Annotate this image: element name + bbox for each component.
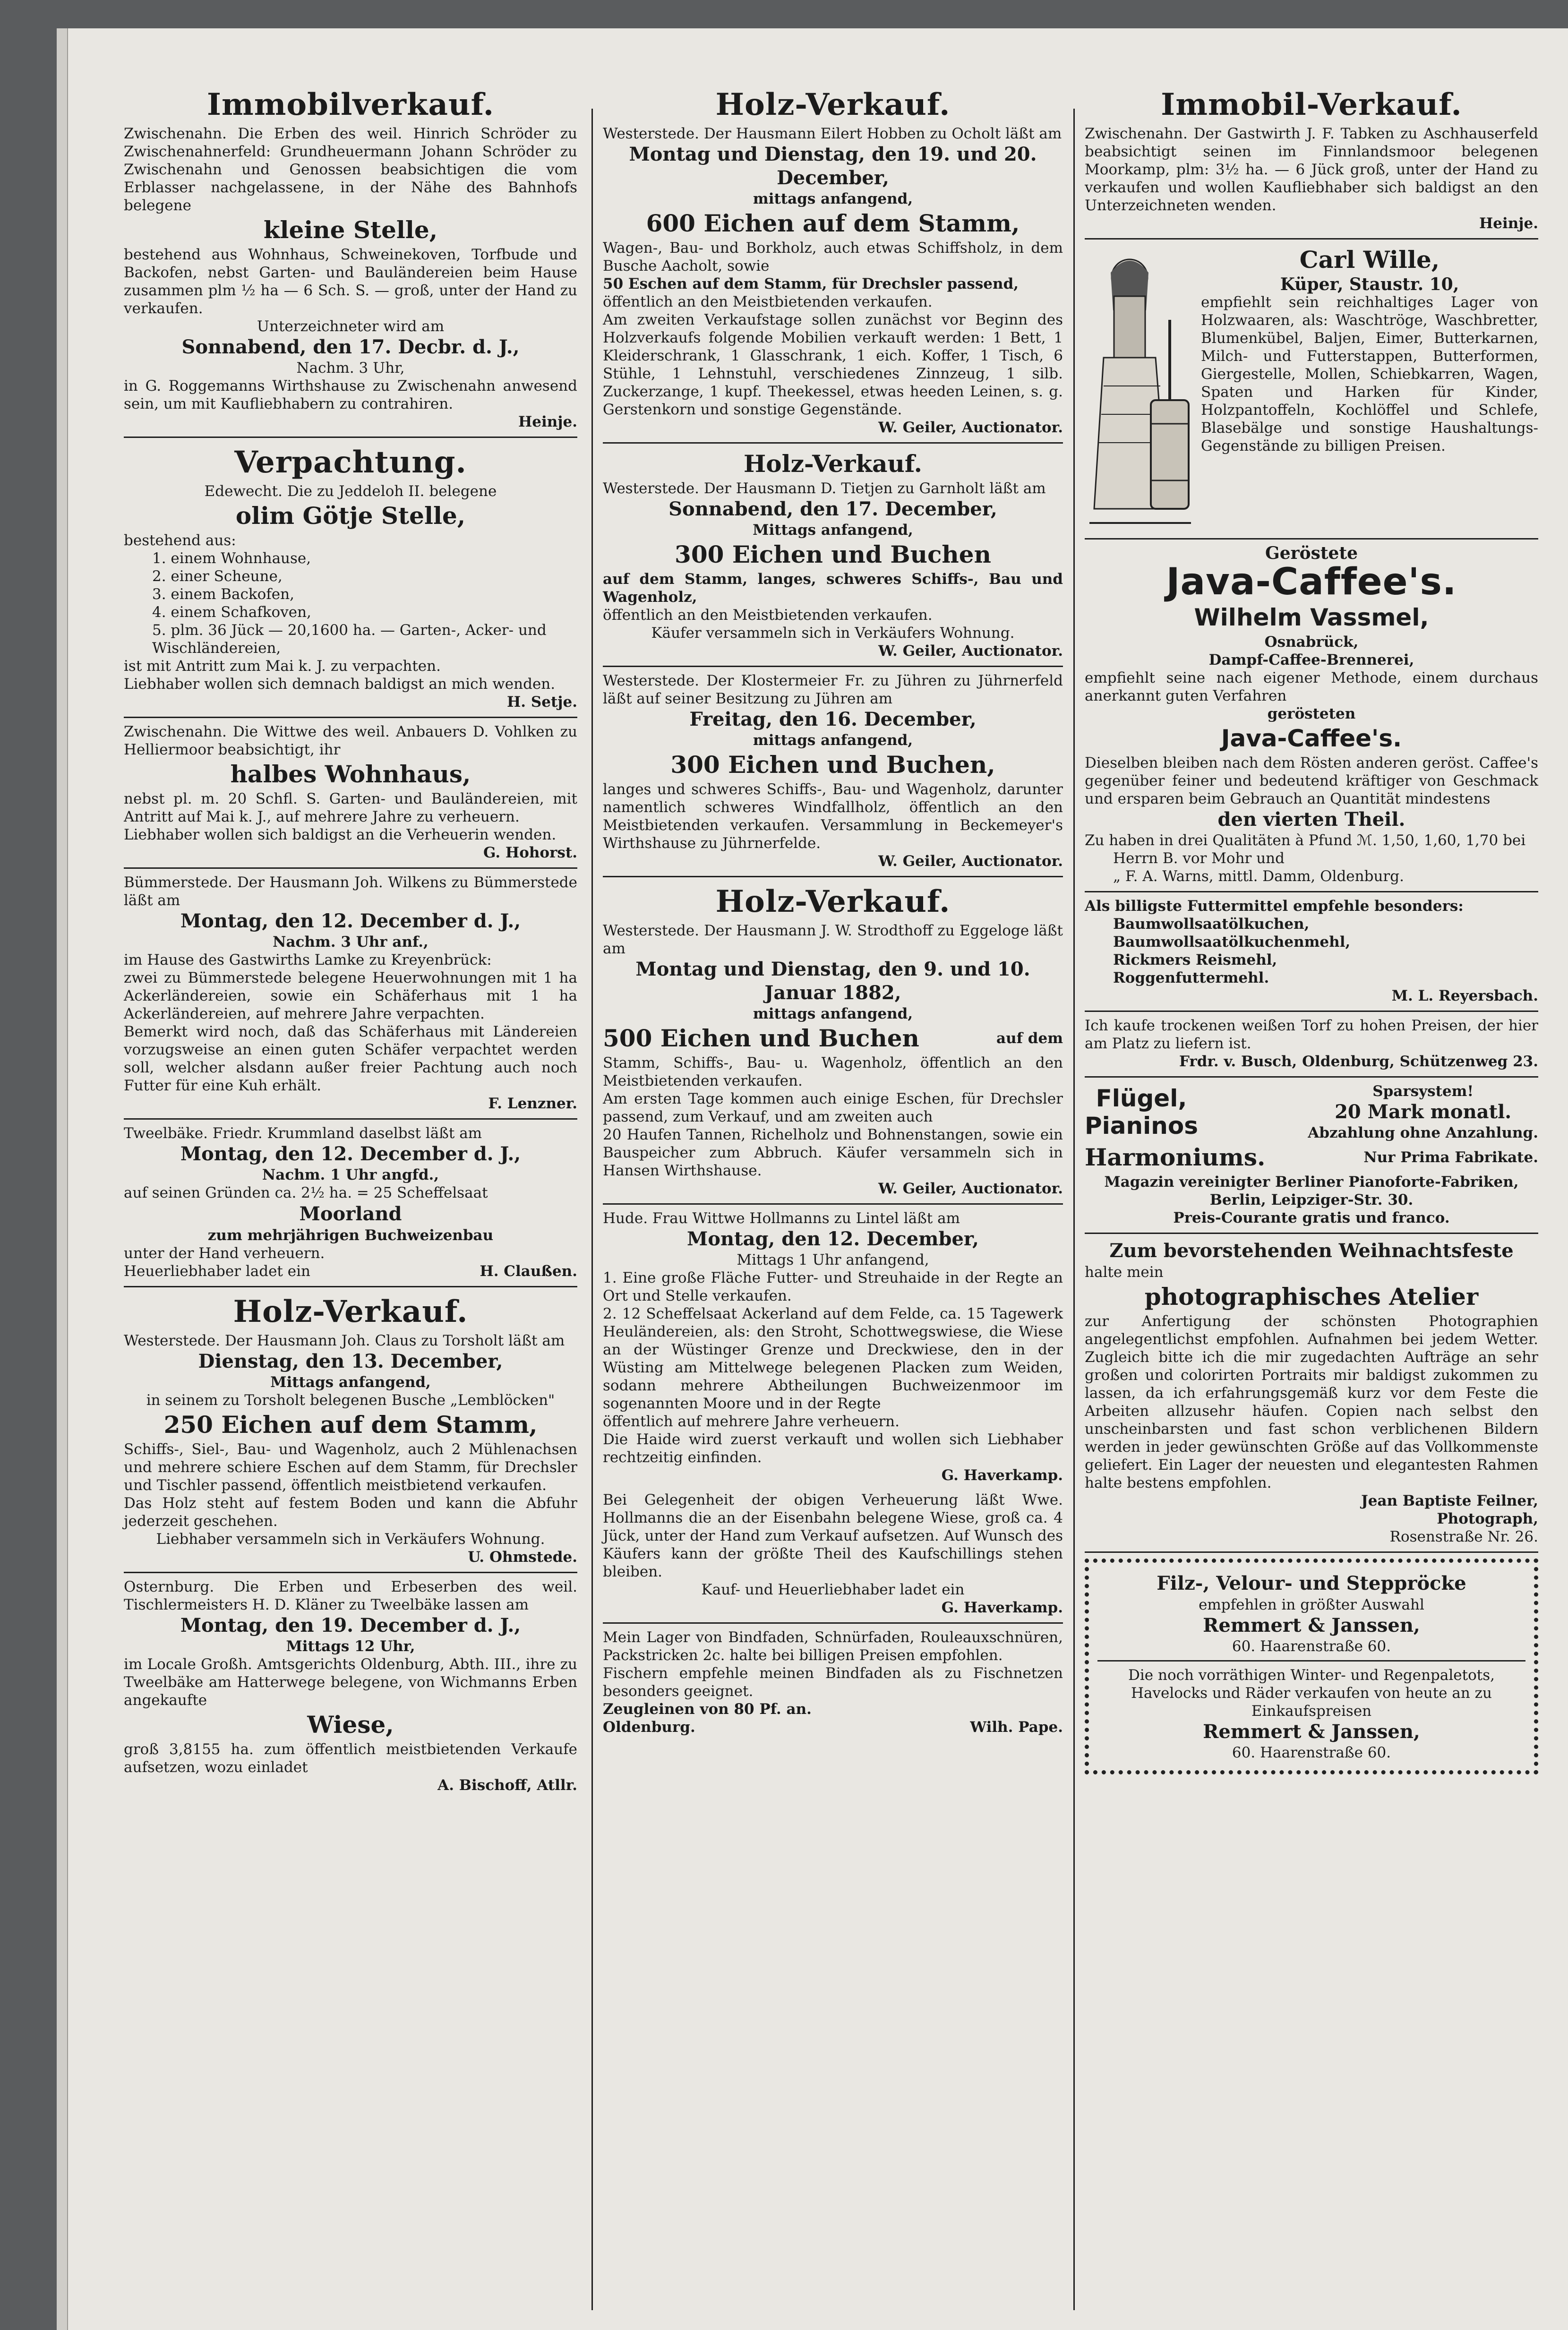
ad-holz-verkauf-tietjen: [603, 444, 1063, 667]
ad-signature: G. Haverkamp.: [941, 1599, 1063, 1616]
ad-headline: 300 Eichen und Buchen,: [670, 751, 995, 779]
ad-text: Bemerkt wird noch, daß das Schäferhaus mit Ländereien vorzugsweise an einen guten Schäfer verpachtet werden soll, welcher alsdann außer freier Pachtung auch noch Futter für eine Kuh erhält.: [124, 1023, 577, 1094]
ad-date: Montag, den 12. December,: [687, 1228, 979, 1250]
ad-time: mittags anfangend,: [753, 1005, 913, 1022]
ad-headline: photographisches Atelier: [1144, 1283, 1479, 1311]
ad-text: Schiffs-, Siel-, Bau- und Wagenholz, auch 2 Mühlenachsen und mehrere schiere Eschen auf dem Stamm, für Drechsler und Tischler passend, öffentlich meistbietend verkaufen.: [124, 1441, 577, 1494]
ad-time: Nachm. 3 Uhr anf.,: [273, 934, 428, 951]
ad-text: empfiehlt sein reichhaltiges Lager von Holzwaaren, als: Waschtröge, Waschbretter, Blumenkübel, Baljen, Eimer, Butterkarnen, Milch- und Futterstappen, Butterformen, Giergestelle, Mollen, Schiebkarren, Wagen, Spaten und Harken für Kinder, Holzpantoffeln, Kochlöffel und Schlefe, Blasebälge und sonstige Haushaltungs-Gegenstände zu billigen Preisen.: [1201, 294, 1538, 454]
ad-text: Käufer versammeln sich in Verkäufers Wohnung.: [651, 625, 1015, 642]
ad-text: 20 Haufen Tannen, Richelholz und Bohnenstangen, sowie ein Bauspeicher zum Abbruch. Käufer versammeln sich in Hansen Wirthshause.: [603, 1126, 1063, 1179]
ad-title: Immobil-Verkauf.: [1161, 87, 1462, 122]
ad-text: in G. Roggemanns Wirthshause zu Zwischenahn anwesend sein, um mit Kaufliebhabern zu contrahiren.: [124, 377, 577, 412]
ad-text: Zwischenahn. Die Erben des weil. Hinrich Schröder zu Zwischenahnerfeld: Grundheuermann Johann Schröder zu Zwischenahn und Genossen beabsichtigen die vom Erblasser nachgelassene, in der Nähe des Bahnhofs belegene: [124, 125, 577, 214]
ad-subhead: gerösteten: [1267, 705, 1356, 722]
ad-text: Sparsystem!: [1372, 1083, 1474, 1100]
ad-headline: Filz-, Velour- und Steppröcke: [1157, 1572, 1466, 1594]
ad-company: Wilhelm Vassmel,: [1194, 604, 1429, 631]
ad-text: Bei Gelegenheit der obigen Verheuerung läßt Wwe. Hollmanns die an der Eisenbahn belegene Wiese, groß ca. 4 Jück, unter der Hand zum Verkauf aufsetzen. Auf Wunsch des Käufers kann der größte Theil des Kaufschillings stehen bleiben.: [603, 1491, 1063, 1580]
ad-text: bestehend aus:: [124, 532, 236, 549]
ad-text: langes und schweres Schiffs-, Bau- und Wagenholz, darunter namentlich schweres Windfallholz, öffentlich an den Meistbietenden verkaufen. Versammlung in Beckemeyer's Wirthshause zu Jührnerfelde.: [603, 781, 1063, 852]
ad-text: öffentlich an den Meistbietenden verkaufen.: [603, 293, 933, 310]
ad-company: Remmert & Janssen,: [1203, 1614, 1420, 1636]
ad-headline: Flügel,: [1096, 1085, 1187, 1112]
ad-date: Montag, den 12. December d. J.,: [180, 910, 521, 932]
ad-time: Mittags 12 Uhr,: [286, 1638, 415, 1655]
ad-time: Nachm. 1 Uhr angfd.,: [262, 1166, 439, 1183]
list-item: 2. einer Scheune,: [152, 568, 283, 585]
ad-pape: [603, 1624, 1063, 1742]
ad-text: Osternburg. Die Erben und Erbeserben des weil. Tischlermeisters H. D. Kläner zu Tweelbäke lassen am: [124, 1578, 577, 1613]
ad-signature: W. Geiler, Auctionator.: [878, 853, 1063, 870]
ad-text: ist mit Antritt zum Mai k. J. zu verpachten.: [124, 658, 441, 675]
ad-text: Westerstede. Der Hausmann J. W. Strodthoff zu Eggeloge läßt am: [603, 922, 1063, 957]
ad-date: Montag, den 19. December d. J.,: [180, 1614, 521, 1636]
ad-text: Die noch vorräthigen Winter- und Regenpaletots, Havelocks und Räder verkaufen von heute an zu Einkaufspreisen: [1128, 1667, 1495, 1720]
ad-text: Mein Lager von Bindfaden, Schnürfaden, Rouleauxschnüren, Packstricken 2c. halte bei billigen Preisen empfohlen.: [603, 1629, 1063, 1664]
ad-text: auf dem Stamm, langes, schweres Schiffs-, Bau und Wagenholz,: [603, 571, 1063, 606]
ad-signature: Frdr. v. Busch, Oldenburg, Schützenweg 23.: [1179, 1053, 1538, 1070]
ad-headline: 250 Eichen auf dem Stamm,: [163, 1411, 538, 1439]
ad-address: 60. Haarenstraße 60.: [1232, 1638, 1391, 1655]
ad-text: Am zweiten Verkaufstage sollen zunächst vor Beginn des Holzverkaufs folgende Mobilien verkauft werden: 1 Bett, 1 Kleiderschrank, 1 Glasschrank, 1 eich. Koffer, 1 Tisch, 6 Stühle, 1 Lehnstuhl, verschiedenes Zinnzeug, 1 silb. Zuckerzange, 1 kupf. Theekessel, etwas heeden Leinen, s. g. Gerstenkorn und sonstige Gegenstände.: [603, 311, 1063, 418]
list-item: 5. plm. 36 Jück — 20,1600 ha. — Garten-, Acker- und Wischländereien,: [152, 622, 547, 657]
ad-signature: W. Geiler, Auctionator.: [878, 1180, 1063, 1197]
ad-time: Nachm. 3 Uhr,: [296, 360, 405, 377]
ad-address: 60. Haarenstraße 60.: [1232, 1744, 1391, 1761]
ad-juehren: [603, 667, 1063, 877]
ad-text: Edewecht. Die zu Jeddeloh II. belegene: [204, 483, 497, 500]
ad-text: im Locale Großh. Amtsgerichts Oldenburg, Abth. III., ihre zu Tweelbäke am Hatterwege belegene, von Wichmanns Erben angekaufte: [124, 1656, 577, 1709]
ad-text: Zeugleinen von 80 Pf. an.: [603, 1701, 812, 1718]
ad-date: Montag, den 12. December d. J.,: [180, 1143, 521, 1165]
ad-title: Holz-Verkauf.: [715, 884, 951, 919]
ad-time: mittags anfangend,: [753, 190, 913, 207]
ad-dealer: „ F. A. Warns, mittl. Damm, Oldenburg.: [1113, 868, 1404, 885]
list-item: Roggenfuttermehl.: [1113, 969, 1269, 986]
ad-torf: [1085, 1012, 1538, 1078]
ad-headline: Pianinos: [1085, 1112, 1198, 1139]
ad-headline-suffix: auf dem: [996, 1030, 1063, 1047]
ad-title: Java-Caffee's.: [1166, 561, 1457, 603]
ad-text: 50 Eschen auf dem Stamm, für Drechsler passend,: [603, 275, 1019, 292]
ad-headline: halbes Wohnhaus,: [230, 760, 471, 788]
ad-text: Liebhaber wollen sich demnach baldigst an mich wenden.: [124, 676, 556, 693]
ad-date: Montag und Dienstag, den 9. und 10. Januar 1882,: [635, 958, 1030, 1004]
ad-holz-verkauf-claus: [124, 1287, 577, 1573]
ad-headline: 300 Eichen und Buchen: [675, 540, 991, 568]
ad-text: Dieselben bleiben nach dem Rösten anderen geröst. Caffee's gegenüber feiner und bedeutend kräftiger von Geschmack und ersparen beim Gebrauch an Quantität mindestens: [1085, 754, 1538, 807]
ad-text: Als billigste Futtermittel empfehle besonders:: [1085, 898, 1464, 915]
ad-date: Sonnabend, den 17. December,: [668, 498, 997, 520]
list-item: Rickmers Reismehl,: [1113, 951, 1277, 968]
ad-signature: H. Setje.: [506, 694, 577, 711]
ad-signature: U. Ohmstede.: [468, 1549, 577, 1566]
ad-immobilverkauf: [124, 80, 577, 438]
ad-verpachtung: [124, 438, 577, 718]
ad-text: öffentlich auf mehrere Jahre verheuern.: [603, 1413, 900, 1430]
ad-text: Heuerliebhaber ladet ein: [124, 1263, 310, 1280]
ad-title: Verpachtung.: [234, 445, 467, 480]
ad-text: bestehend aus Wohnhaus, Schweinekoven, Torfbude und Backofen, nebst Garten- und Bauländereien beim Hause zusammen plm ½ ha — 6 Sch. S. — groß, unter der Hand zu verkaufen.: [124, 246, 577, 317]
ad-text: Westerstede. Der Hausmann Joh. Claus zu Torsholt läßt am: [124, 1332, 565, 1349]
ad-text: empfiehlt seine nach eigener Methode, einem durchaus anerkannt guten Verfahren: [1085, 669, 1538, 704]
ad-text: groß 3,8155 ha. zum öffentlich meistbietenden Verkaufe aufsetzen, wozu einladet: [124, 1741, 577, 1776]
ad-hude: [603, 1205, 1063, 1624]
ad-headline: 20 Mark monatl.: [1335, 1101, 1512, 1123]
ad-signature: G. Haverkamp.: [941, 1467, 1063, 1484]
ad-headline: Java-Caffee's.: [1221, 725, 1402, 752]
ad-address: Rosenstraße Nr. 26.: [1389, 1528, 1538, 1545]
ad-text: Preis-Courante gratis und franco.: [1173, 1209, 1450, 1226]
ad-text: Liebhaber versammeln sich in Verkäufers Wohnung.: [156, 1531, 545, 1548]
ad-text: Bümmerstede. Der Hausmann Joh. Wilkens zu Bümmerstede läßt am: [124, 874, 577, 909]
ad-text: Westerstede. Der Hausmann Eilert Hobben zu Ocholt läßt am: [603, 125, 1062, 142]
ad-signature: M. L. Reyersbach.: [1391, 987, 1538, 1004]
ad-text: auf seinen Gründen ca. 2½ ha. = 25 Scheffelsaat: [124, 1184, 488, 1201]
ad-headline: 600 Eichen auf dem Stamm,: [646, 209, 1020, 237]
ad-address: Küper, Staustr. 10,: [1280, 274, 1459, 294]
ad-text: Magazin vereinigter Berliner Pianoforte-Fabriken,: [1104, 1174, 1519, 1191]
ad-headline: Moorland: [299, 1203, 402, 1225]
ad-time: Mittags anfangend,: [753, 522, 913, 539]
ad-signature: Heinje.: [1479, 215, 1538, 232]
ad-text: Am ersten Tage kommen auch einige Eschen, für Drechsler passend, zum Verkauf, und am zweiten auch: [603, 1090, 1063, 1125]
column-left: [124, 80, 577, 1800]
ad-text: Berlin, Leipziger-Str. 30.: [1209, 1191, 1414, 1208]
page-edge: [57, 28, 68, 2330]
list-item: 1. Eine große Fläche Futter- und Streuhaide in der Regte an Ort und Stelle verkaufen.: [603, 1269, 1063, 1304]
ad-signature: A. Bischoff, Atllr.: [437, 1777, 577, 1794]
ad-immobil-verkauf: [1085, 80, 1538, 240]
ad-title: Holz-Verkauf.: [715, 87, 951, 122]
ad-text: in seinem zu Torsholt belegenen Busche „Lemblöcken": [146, 1392, 555, 1409]
list-item: Baumwollsaatölkuchen,: [1113, 916, 1310, 933]
ad-text: Das Holz steht auf festem Boden und kann die Abfuhr jederzeit geschehen.: [124, 1495, 577, 1530]
ad-title: Holz-Verkauf.: [744, 450, 922, 478]
ad-place: Oldenburg.: [603, 1719, 695, 1736]
column-rule: [1073, 109, 1075, 2310]
list-item: 4. einem Schafkoven,: [152, 604, 311, 621]
ad-wohnhaus: [124, 718, 577, 869]
ad-text: Kauf- und Heuerliebhaber ladet ein: [701, 1581, 965, 1598]
ad-title: Zum bevorstehenden Weihnachtsfeste: [1109, 1240, 1514, 1262]
woman-with-butter-churn-icon: [1085, 244, 1193, 532]
ad-java-caffee: [1085, 540, 1538, 892]
ad-signature: Jean Baptiste Feilner,: [1361, 1492, 1538, 1509]
ad-text: empfehlen in größter Auswahl: [1199, 1596, 1424, 1613]
ad-date: Dienstag, den 13. December,: [198, 1350, 503, 1372]
ad-text: Unterzeichneter wird am: [257, 318, 445, 335]
ad-subhead: Dampf-Caffee-Brennerei,: [1208, 651, 1414, 668]
ad-time: Mittags anfangend,: [270, 1374, 431, 1391]
ad-text: Zwischenahn. Der Gastwirth J. F. Tabken zu Aschhauserfeld beabsichtigt seinen im Finnlandsmoor belegenen Moorkamp, plm: 3½ ha. — 6 Jück groß, unter der Hand zu verkaufen und wollen Kaufliebhaber sich baldigst an den Unterzeichneten wenden.: [1085, 125, 1538, 214]
ad-holz-verkauf-strodthoff: [603, 877, 1063, 1205]
ad-headline: olim Götje Stelle,: [235, 502, 466, 530]
ad-text: Ich kaufe trockenen weißen Torf zu hohen Preisen, der hier am Platz zu liefern ist.: [1085, 1017, 1538, 1052]
ad-pianos: [1085, 1078, 1538, 1234]
ad-photograph: [1085, 1234, 1538, 1553]
ad-text: im Hause des Gastwirths Lamke zu Kreyenbrück:: [124, 951, 492, 968]
ad-time: Mittags 1 Uhr anfangend,: [737, 1251, 929, 1268]
ad-text: Zu haben in drei Qualitäten à Pfund ℳ. 1,50, 1,60, 1,70 bei: [1085, 832, 1526, 849]
ad-text: Westerstede. Der Klostermeier Fr. zu Jühren zu Jührnerfeld läßt auf seiner Besitzung zu Jühren am: [603, 672, 1063, 707]
ad-text: Westerstede. Der Hausmann D. Tietjen zu Garnholt läßt am: [603, 480, 1046, 497]
ad-text: unter der Hand verheuern.: [124, 1245, 325, 1262]
ad-buemmerstede: [124, 869, 577, 1120]
list-item: Baumwollsaatölkuchenmehl,: [1113, 934, 1351, 951]
ad-signature: F. Lenzner.: [488, 1095, 577, 1112]
ad-headline: 500 Eichen und Buchen: [603, 1024, 919, 1052]
ad-subhead: zum mehrjährigen Buchweizenbau: [207, 1227, 494, 1244]
ad-signature: G. Hohorst.: [483, 844, 577, 861]
ad-headline: Harmoniums.: [1085, 1143, 1266, 1171]
ad-time: mittags anfangend,: [753, 732, 913, 749]
ad-signature: Wilh. Pape.: [970, 1719, 1063, 1736]
ad-place: Osnabrück,: [1264, 634, 1359, 651]
ad-text: zur Anfertigung der schönsten Photographien angelegentlichst empfohlen. Aufnahmen bei jedem Wetter. Zugleich bitte ich die mir zugedachten Aufträge an sehr großen und colorirten Portraits mir baldigst zukommen zu lassen, da ich erfahrungsgemäß kurz vor dem Feste die Arbeiten allzusehr häufen. Copien nach selbst den unscheinbarsten und fast schon verblichenen Bildern werden in jeder gewünschten Größe auf das Vollkommenste geliefert. Ein Lager der neuesten und elegantesten Rahmen halte bestens empfohlen.: [1085, 1313, 1538, 1491]
ad-text: Tweelbäke. Friedr. Krummland daselbst läßt am: [124, 1125, 482, 1142]
ad-headline: kleine Stelle,: [263, 216, 438, 244]
ad-company: Remmert & Janssen,: [1203, 1721, 1420, 1743]
ad-title: Holz-Verkauf.: [233, 1294, 468, 1329]
ad-signature: H. Claußen.: [480, 1263, 577, 1280]
list-item: 1. einem Wohnhause,: [152, 550, 311, 567]
ad-text: nebst pl. m. 20 Schfl. S. Garten- und Bauländereien, mit Antritt auf Mai k. J., auf mehrere Jahre zu verheuern.: [124, 790, 577, 825]
ad-text: halte mein: [1085, 1264, 1164, 1281]
column-middle: [603, 80, 1063, 1742]
ad-text: Nur Prima Fabrikate.: [1363, 1149, 1538, 1166]
churning-woman-illustration: [1085, 244, 1193, 532]
ad-remmert-janssen: [1085, 1559, 1538, 1774]
ad-headline: den vierten Theil.: [1217, 808, 1405, 831]
ad-dealer: Herrn B. vor Mohr und: [1113, 850, 1285, 867]
ad-signature: Heinje.: [518, 413, 577, 430]
ad-signature: W. Geiler, Auctionator.: [878, 642, 1063, 660]
ad-kicker: Geröstete: [1265, 543, 1358, 563]
ad-text: öffentlich an den Meistbietenden verkaufen.: [603, 607, 933, 624]
ad-date: Montag und Dienstag, den 19. und 20. December,: [629, 143, 1037, 189]
column-right: [1085, 80, 1538, 1774]
ad-date: Freitag, den 16. December,: [689, 708, 977, 730]
ad-signature: Photograph,: [1437, 1510, 1538, 1527]
ad-headline: Wiese,: [307, 1711, 394, 1739]
ad-futtermittel: [1085, 892, 1538, 1012]
ad-text: Stamm, Schiffs-, Bau- u. Wagenholz, öffentlich an den Meistbietenden verkaufen.: [603, 1054, 1063, 1089]
ad-text: zwei zu Bümmerstede belegene Heuerwohnungen mit 1 ha Ackerländereien, sowie ein Schäferhaus mit 1 ha Ackerländereien, auf mehrere Jahre verpachten.: [124, 969, 577, 1022]
ad-text: Abzahlung ohne Anzahlung.: [1308, 1124, 1538, 1141]
ad-text: Zwischenahn. Die Wittwe des weil. Anbauers D. Vohlken zu Helliermoor beabsichtigt, ihr: [124, 723, 577, 758]
ad-osternburg: [124, 1573, 577, 1800]
ad-signature: W. Geiler, Auctionator.: [878, 419, 1063, 436]
ad-holz-verkauf-hobben: [603, 80, 1063, 444]
list-item: 3. einem Backofen,: [152, 586, 294, 603]
column-rule: [591, 109, 593, 2310]
ad-date: Sonnabend, den 17. Decbr. d. J.,: [181, 336, 520, 358]
ad-tweelbaeke: [124, 1120, 577, 1287]
ad-text: Hude. Frau Wittwe Hollmanns zu Lintel läßt am: [603, 1210, 960, 1227]
ad-title: Immobilverkauf.: [207, 87, 494, 122]
ad-text: Fischern empfehle meinen Bindfaden als zu Fischnetzen besonders geeignet.: [603, 1665, 1063, 1700]
list-item: 2. 12 Scheffelsaat Ackerland auf dem Felde, ca. 15 Tagewerk Heuländereien, als: den Stroht, Schottwegswiese, die Wiese an der Wüstinger Grenze und Dreckwiese, den in der Wüsting am Mittelwege belegenen Placken zum Weiden, sodann mehrere Abtheilungen Buchweizenmoor im sogenannten Moore und in der Regte: [603, 1305, 1063, 1412]
ad-text: Die Haide wird zuerst verkauft und wollen sich Liebhaber rechtzeitig einfinden.: [603, 1431, 1063, 1466]
ad-carl-wille: [1085, 240, 1538, 540]
ad-title: Carl Wille,: [1299, 246, 1440, 274]
ad-text: Liebhaber wollen sich baldigst an die Verheuerin wenden.: [124, 826, 557, 843]
ad-text: Wagen-, Bau- und Borkholz, auch etwas Schiffsholz, in dem Busche Aacholt, sowie: [603, 240, 1063, 274]
